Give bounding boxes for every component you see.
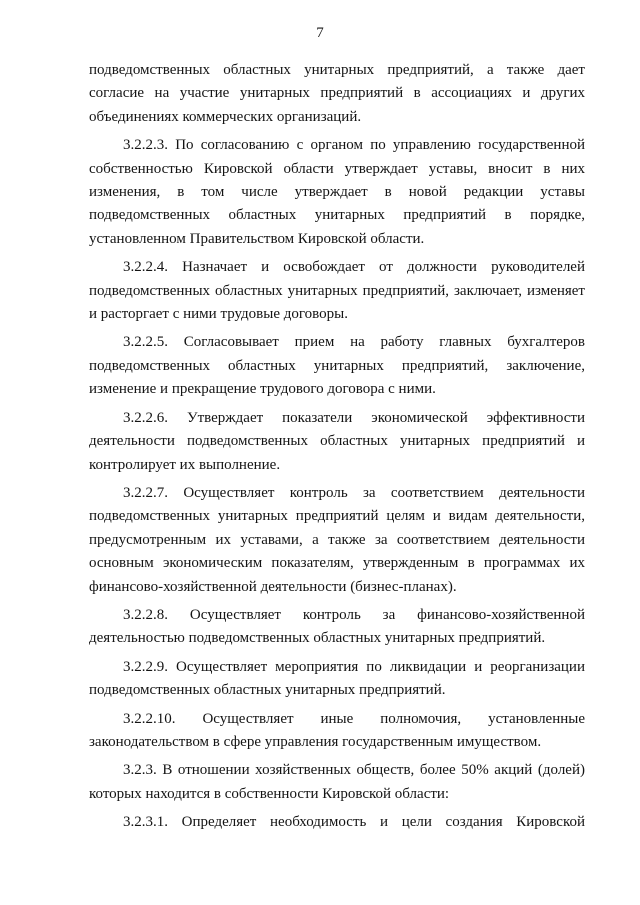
paragraph-3-2-2-8: 3.2.2.8. Осуществляет контроль за финансово-хозяйственной деятельностью подведомственных областных унитарных предприятий. [89,606,585,647]
paragraph-3-2-3: 3.2.3. В отношении хозяйственных обществ, более 50% акций (долей) которых находится в собственности Кировской области: [89,762,585,802]
paragraph-3-2-2-3: 3.2.2.3. По согласованию с органом по управлению государственной собственностью Кировской области утверждает уставы, вносит в них изменения, в том числе утверждает в новой редакции уставы подведомственных областных унитарных предприятий в порядке, установленном Правительством Кировской области. [89,137,585,247]
paragraph-3-2-2-6: 3.2.2.6. Утверждает показатели экономической эффективности деятельности подведомственных областных унитарных предприятий и контролирует их выполнение. [89,409,585,473]
document-body [89,59,585,835]
paragraph-3-2-2-4: 3.2.2.4. Назначает и освобождает от должности руководителей подведомственных областных унитарных предприятий, заключает, изменяет и расторгает с ними трудовые договоры. [89,259,585,323]
paragraph-3-2-2-7: 3.2.2.7. Осуществляет контроль за соответствием деятельности подведомственных унитарных предприятий целям и видам деятельности, предусмотренным их уставами, а также за соответствием деятельности основным экономическим показателям, утвержденным в программах их финансово-хозяйственной деятельности (бизнес-планах). [89,484,585,595]
page-number: 7 [316,25,324,41]
paragraph-continuation: подведомственных областных унитарных предприятий, а также дает согласие на участие унитарных предприятий в ассоциациях и других объединениях коммерческих организаций. [89,62,585,125]
paragraph-3-2-2-5: 3.2.2.5. Согласовывает прием на работу главных бухгалтеров подведомственных областных унитарных предприятий, заключение, изменение и прекращение трудового договора с ними. [89,334,585,398]
paragraph-3-2-3-1: 3.2.3.1. Определяет необходимость и цели создания Кировской [123,814,585,831]
paragraph-3-2-2-9: 3.2.2.9. Осуществляет мероприятия по ликвидации и реорганизации подведомственных областных унитарных предприятий. [89,658,585,699]
paragraph-3-2-2-10: 3.2.2.10. Осуществляет иные полномочия, установленные законодательством в сфере управления государственным имуществом. [89,710,585,750]
